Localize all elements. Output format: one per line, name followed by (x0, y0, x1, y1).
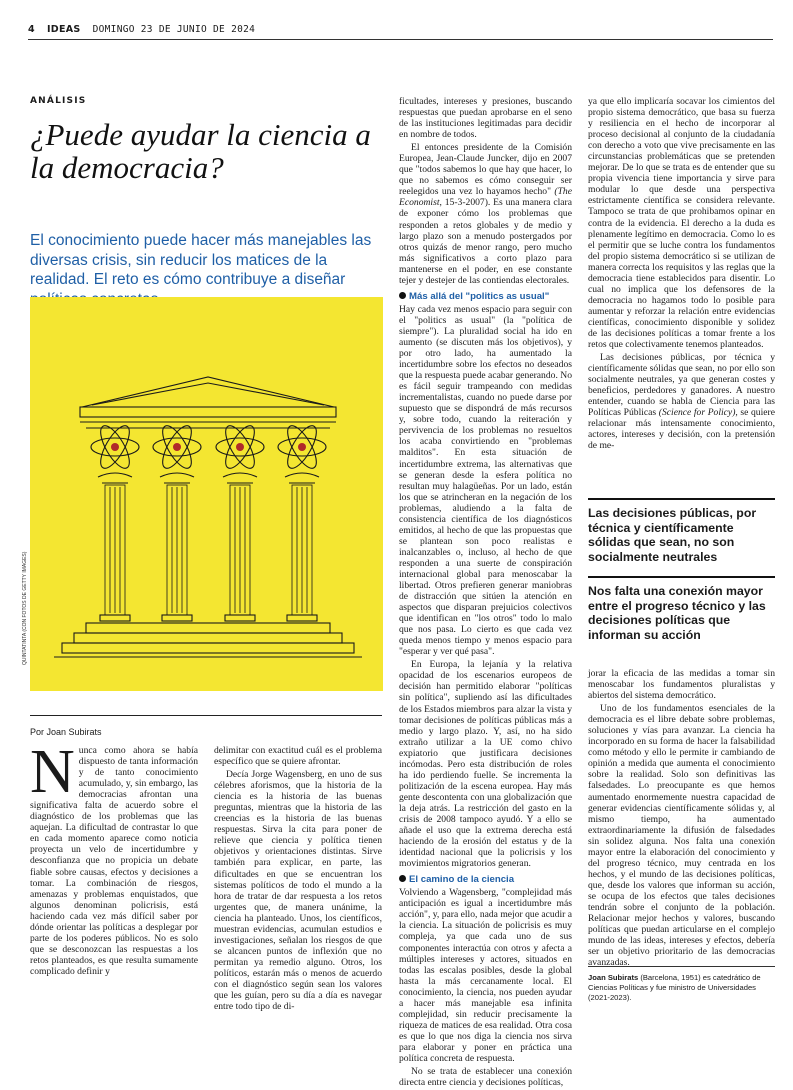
bullet-icon (399, 292, 406, 299)
atom-icon-4 (278, 422, 326, 473)
subhead: El conocimiento puede hacer más manejables las diversas crisis, sin reducir los matices de la realidad. El reto es cómo contribuye a diseñar (30, 232, 372, 288)
section-name: IDEAS (46, 24, 81, 35)
body-column-4: ya que ello implicaría socavar los cimientos del propio sistema democrático, que basa su fuerza y resiliencia en el hecho de incorporar al proceso decisional al conjunto de la ciudadanía con derecho a voto que vive precisamente en las circunstancias problemáticas que se pretenden mejorar. De lo que se trata es de entender que su propia vivencia tiene importancia y sirve para modular lo que desde una perspectiva estrictamente científica se considera relevante. Tampoco se trata de que prohibamos opinar en contra de la evidencia. El derecho a la duda es plenamente legítimo en democracia. Como lo es el permitir que se luche contra los fundamentos del propio sistema democrático si se utilizan de manera correcta los requisitos y las reglas que la democracia tiene establecidos para disentir. Lo cual no implica que los defensores de la democracia no hagamos todo lo posible para aumentar y reforzar la relación entre evidencias científicas, conocimiento disponible y solidez de las decisiones políticas a tomar frente a los retos que colectivamente tenemos planteados. Las decisiones públicas, por técnica y científicamente sólidas que sean, no por ello son socialmente neutrales, ya que generan costes y beneficios, perdedores y ganadores. A nuestro entender, cuando se habla de Ciencia para las Políticas Públicas (Science for Policy), se quiere relacionar más intensamente conocimiento, actores, intereses y decisión, con la pretensión de me- (588, 96, 775, 452)
page-number: 4 (28, 24, 35, 35)
drop-cap: N (30, 738, 75, 806)
section-heading-1: Más allá del "politics as usual" (399, 291, 572, 302)
atom-icon-1 (91, 422, 139, 473)
headline: ¿Puede ayudar la ciencia a la democracia? (30, 117, 371, 185)
body-column-2: delimitar con exactitud cuál es el problema específico que se quiere afrontar. Decía Jorge Wagensberg, en uno de sus célebres aforismos, que la historia de la ciencia es la historia de las buenas preguntas, mientras que la historia de las creencias es la historia de las buenas respuestas. Sirva la cita para poner de relieve que ciencia y política tienen objetivos y orientaciones distintas. Sirve también para explicar, en parte, las dificultades en que se encuentran los sistemas políticos de todo el mundo a la hora de tratar de dar respuesta a los retos urgentes que, de manera unánime, la ciencia ha planteado. Unos, los científicos, muestran evidencias, acumulan estudios e investigaciones, señalan los riesgos de que se alcancen puntos de inflexión que no permitan ya remedio alguno. Otros, los políticos, estarán más o menos de acuerdo con el diagnóstico según sean los valores que les guían, pero su día a día es navegar entre todo tipo de di- (214, 745, 382, 1013)
bullet-icon (399, 875, 406, 882)
body-column-1: Nunca como ahora se había dispuesto de tanta información y de tanto conocimiento acumulado, y, sin embargo, las democracias afrontan una significativa falta de acuerdo sobre el diagnóstico de los problemas que las aquejan. La dificultad de contrastar lo que en cada momento aparece como noticia proyecta un velo de incertidumbre y desconfianza que no propicia un debate fiable sobre causas, efectos y decisiones a tomar. La combinación de riesgos, amenazas y problemas enquistados, que algunos denominan policrisis, está haciendo cada vez más difícil saber por dónde orientar las políticas a desplegar por parte de los poderes públicos. No es solo que se desconozcan las respuestas a los retos planteados, es que resulta sumamente complicado definir y (30, 738, 198, 977)
illustration (22, 297, 383, 691)
pull-quote-1: Las decisiones públicas, por técnica y científicamente sólidas que sean, no son socialmente neutrales (588, 498, 775, 564)
byline: Por Joan Subirats (30, 727, 102, 737)
issue-date: DOMINGO 23 DE JUNIO DE 2024 (92, 24, 256, 35)
body-column-3: ficultades, intereses y presiones, buscando respuestas que puedan aprobarse en el seno de las instituciones legitimadas para decidir en nombre de todos. El entonces presidente de la Comisión Europea, Jean-Claude Juncker, dijo en 2007 que "todos sabemos lo que hay que hacer, lo que no sabemos es cómo conseguir ser reelegidos una vez lo hayamos hecho" (The Economist, 15-3-2007). Es una manera clara de exponer cómo los problemas que responden a retos globales y de medio y largo plazo son a menudo postergados por otros quizás de menor rango, pero mucho más significativos a corto plazo para mantenerse en el poder, en ese constante tejer y destejer de las contiendas electorales. Más allá del "politics as usual" Hay cada vez menos espacio para seguir con el "politics as usual" (la "política de siempre"). La pluralidad social ha ido en aumento (se discuten más los objetivos), y por otro lado, ha aumentado la incertidumbre sobre los efectos no deseados que la respuesta puede acabar generando. No es fácil seguir trampeando con medidas incrementalistas, cuando no puede darse por supuesto que se dispondrá de más recursos y, sobre todo, cuando la reiteración y pervivencia de los problemas no resueltos los acaba convirtiendo en "problemas malditos". En esta situación de incertidumbre extrema, las alternativas que se generan desde la esfera política no resultan muy halagüeñas. Por un lado, están los que se atrincheran en la negación de los problemas, aludiendo a la falta de consistencia científica de los diagnósticos emitidos, al hecho de que las propuestas que se plantean son poco realistas e inalcanzables o, incluso, al hecho de que responden a una suerte de conspiración internacional global para menoscabar la libertad. Otros prefieren generar maniobras de distracción que sitúen la atención en aspectos que disparan prejuicios colectivos que identifican en "los otros" todo lo malo que nos pasa. Lo cierto es que cada vez queda menos tiempo y menos espacio para "esperar y ver qué pasa". En Europa, la lejanía y la relativa opacidad de los escenarios europeos de decisión han permitido elaborar "políticas sin política", supliendo así las dificultades de los Estados miembros para alzar la vista y tomar decisiones de políticas públicas más a medio y largo plazo. Y, así, no ha sido extraño utilizar a la UE como chivo expiatorio que justificara decisiones incómodas. Pero esta distribución de roles ha ido perdiendo fuelle. Se incrementa la politización de la escena europea. Hay más gente descontenta con una globalización que la deja atrás. La restricción del gasto en la crisis de 2008 tampoco ayudó. Y a ello se añade el uso que la extrema derecha está haciendo de la erosión del estatus y de la identidad nacional que la policrisis y los movimientos migratorios generan. El camino de la ciencia Volviendo a Wagensberg, "complejidad más anticipación es igual a incertidumbre más acción", y, para ello, nada mejor que acudir a la ciencia. La situación de policrisis es muy compleja, ya que cada uno de sus componentes interactúa con otros y afecta a múltiples intereses y actores, situados en todas las escalas posibles, desde la global hasta la más cercanamente local. El conocimiento, la ciencia, nos pueden ayudar a hacer más manejable esa infinita complejidad, sin reducir precisamente la riqueza de matices de esa realidad. Otra cosa es que lo que nos diga la ciencia nos sirva para elaborar y poner en práctica una política concreta de respuesta. No se trata de establecer una conexión directa entre ciencia y decisiones políticas, (399, 96, 572, 1089)
section-heading-2: El camino de la ciencia (399, 874, 572, 885)
body-column-4-continued: jorar la eficacia de las medidas a tomar sin menoscabar los fundamentos pluralistas y abiertos del sistema democrático. Uno de los fundamentos esenciales de la democracia es el libre debate sobre problemas, soluciones y vías para avanzar. La ciencia ha incorporado en su forma de hacer la falsabilidad como método y ello le permite ir cambiando de opinión a medida que aumenta el conocimiento sobre la realidad. Solo son definitivas las falsedades. Lo preocupante es que hemos aumentado enormemente nuestra capacidad de generar evidencias científicamente sólidas y, al mismo tiempo, ha aumentado extraordinariamente la difusión de falsedades sin solidez alguna. Nos falta una conexión mayor entre la elaboración del conocimiento y del progreso técnico, muy centrada en los hechos, y el mundo de las decisiones políticas, que, desde los valores que informan su acción, se ocupa de los efectos que tales decisiones tendrán sobre el conjunto de la población. Relacionar mejor hechos y valores, buscando políticas que puedan articularse en el complejo mundo de las ideas, intereses y efectos, debería ser un objetivo prioritario de las democracias avanzadas. (588, 668, 775, 969)
photo-credit: QUINTATINTA (CON FOTOS DE GETTY IMAGES) (22, 551, 28, 665)
atom-icon-2 (153, 422, 201, 473)
atom-icon-3 (216, 422, 264, 473)
kicker: ANÁLISIS (30, 96, 87, 106)
author-bio: Joan Subirats (Barcelona, 1951) es catedrático de Ciencias Políticas y fue ministro de Universidades (2021-2023). (588, 966, 775, 1002)
page-folio (28, 24, 773, 40)
pull-quote-2: Nos falta una conexión mayor entre el progreso técnico y las decisiones políticas que informan su acción (588, 576, 775, 642)
